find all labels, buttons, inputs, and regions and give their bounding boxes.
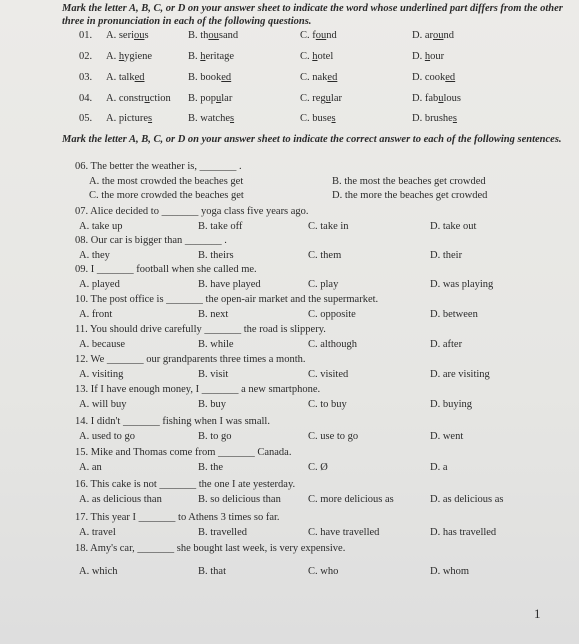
underlined-part: s [331, 113, 336, 124]
option-d: D. the more the beaches get crowded [332, 190, 488, 201]
option-d: D. between [430, 309, 478, 320]
question-number: 03. [79, 72, 93, 83]
option-b: B. popular [188, 93, 233, 104]
option-c: C. found [300, 30, 337, 41]
option-d: D. has travelled [430, 527, 497, 538]
underlined-part: h [200, 51, 206, 62]
option-b: B. the [198, 462, 224, 473]
question-stem: 12. We _______ our grandparents three times a month. [75, 354, 306, 365]
question-stem: 09. I _______ football when she called me. [75, 264, 257, 275]
option-c: C. take in [308, 221, 349, 232]
option-c: C. more delicious as [308, 494, 394, 505]
underlined-part: u [325, 93, 331, 104]
option-d: D. their [430, 250, 463, 261]
option-d: D. whom [430, 566, 470, 577]
pronunciation-row [0, 50, 579, 64]
option-a: A. serious [106, 30, 149, 41]
option-c: C. naked [300, 72, 338, 83]
option-b: B. have played [198, 279, 261, 290]
option-a: A. visiting [79, 369, 124, 380]
question-stem: 06. The better the weather is, _______ . [75, 161, 242, 172]
option-a: A. hygiene [106, 51, 153, 62]
option-c: C. Ø [308, 462, 328, 473]
underlined-part: ou [433, 30, 444, 41]
underlined-part: s [148, 113, 153, 124]
option-a: A. which [79, 566, 118, 577]
option-a: A. the most crowded the beaches get [89, 176, 244, 187]
option-d: D. take out [430, 221, 477, 232]
underlined-part: s [230, 113, 235, 124]
option-d: D. around [412, 30, 454, 41]
question-stem: 17. This year I _______ to Athens 3 times so far. [75, 512, 280, 523]
option-d: D. a [430, 462, 448, 473]
pronunciation-row [0, 71, 579, 85]
underlined-part: ed [134, 72, 145, 83]
option-d: D. was playing [430, 279, 494, 290]
option-c: C. use to go [308, 431, 359, 442]
page-number: 1 [534, 606, 541, 621]
underlined-part: ou [208, 30, 219, 41]
option-d: D. after [430, 339, 463, 350]
option-c: C. play [308, 279, 339, 290]
option-c: C. visited [308, 369, 349, 380]
underlined-part: ed [221, 72, 232, 83]
option-d: D. are visiting [430, 369, 490, 380]
option-c: C. hotel [300, 51, 334, 62]
question-stem: 15. Mike and Thomas come from _______ Canada. [75, 447, 292, 458]
question-stem: 11. You should drive carefully _______ the road is slippery. [75, 324, 326, 335]
option-a: A. as delicious than [79, 494, 162, 505]
option-d: D. buying [430, 399, 472, 410]
option-d: D. fabulous [412, 93, 462, 104]
question-stem: 16. This cake is not _______ the one I ate yesterday. [75, 479, 296, 490]
underlined-part: h [118, 51, 125, 62]
pronunciation-row [0, 112, 579, 126]
option-d: D. cooked [412, 72, 456, 83]
question-stem: 13. If I have enough money, I _______ a new smartphone. [75, 384, 321, 395]
underlined-part: ou [134, 30, 145, 41]
option-a: A. will buy [79, 399, 127, 410]
option-c: C. the more crowded the beaches get [89, 190, 244, 201]
option-d: D. as delicious as [430, 494, 504, 505]
option-b: B. visit [198, 369, 229, 380]
question-number: 05. [79, 113, 93, 124]
option-c: C. although [308, 339, 357, 350]
underlined-part: ed [327, 72, 338, 83]
underlined-part: ed [445, 72, 456, 83]
option-b: B. so delicious than [198, 494, 281, 505]
option-b: B. travelled [198, 527, 247, 538]
option-b: B. that [198, 566, 226, 577]
underlined-part: u [144, 93, 150, 104]
option-a: A. take up [79, 221, 123, 232]
option-c: C. to buy [308, 399, 347, 410]
option-a: A. they [79, 250, 110, 261]
underlined-part: u [216, 93, 222, 104]
option-a: A. because [79, 339, 126, 350]
option-b: B. while [198, 339, 234, 350]
option-d: D. brushes [412, 113, 457, 124]
option-c: C. who [308, 566, 339, 577]
option-a: A. an [79, 462, 102, 473]
option-a: A. front [79, 309, 113, 320]
option-b: B. the most the beaches get crowded [332, 176, 486, 187]
option-b: B. buy [198, 399, 227, 410]
option-a: A. pictures [106, 113, 153, 124]
question-number: 01. [79, 30, 93, 41]
option-b: B. theirs [198, 250, 234, 261]
option-a: A. talked [106, 72, 145, 83]
question-stem: 07. Alice decided to _______ yoga class five years ago. [75, 206, 309, 217]
option-b: B. thousand [188, 30, 239, 41]
underlined-part: u [438, 93, 444, 104]
pronunciation-row [0, 29, 579, 43]
question-stem: 18. Amy's car, _______ she bought last week, is very expensive. [75, 543, 346, 554]
underlined-part: ou [315, 30, 327, 41]
option-c: C. have travelled [308, 527, 380, 538]
option-c: C. buses [300, 113, 336, 124]
question-stem: 08. Our car is bigger than _______ . [75, 235, 227, 246]
question-stem: 14. I didn't _______ fishing when I was small. [75, 416, 270, 427]
option-b: B. heritage [188, 51, 235, 62]
option-c: C. them [308, 250, 342, 261]
question-number: 04. [79, 93, 93, 104]
option-b: B. next [198, 309, 229, 320]
option-b: B. take off [198, 221, 243, 232]
question-number: 02. [79, 51, 93, 62]
option-a: A. used to go [79, 431, 135, 442]
option-d: D. went [430, 431, 464, 442]
option-a: A. played [79, 279, 120, 290]
option-b: B. booked [188, 72, 232, 83]
option-c: C. regular [300, 93, 342, 104]
option-b: B. watches [188, 113, 235, 124]
underlined-part: s [452, 113, 457, 124]
instruction-pronunciation: Mark the letter A, B, C, or D on your answer sheet to indicate the word whose underlined part differs from the other three in pronunciation in each of the following questions. [62, 3, 563, 27]
option-a: A. travel [79, 527, 116, 538]
option-d: D. hour [412, 51, 445, 62]
option-a: A. construction [106, 93, 171, 104]
underlined-part: h [312, 51, 318, 62]
instruction-sentences: Mark the letter A, B, C, or D on your answer sheet to indicate the correct answer to each of the following sentences. [62, 134, 562, 145]
option-c: C. opposite [308, 309, 356, 320]
option-b: B. to go [198, 431, 232, 442]
pronunciation-row [0, 92, 579, 106]
underlined-part: h [424, 51, 431, 62]
question-stem: 10. The post office is _______ the open-air market and the supermarket. [75, 294, 379, 305]
